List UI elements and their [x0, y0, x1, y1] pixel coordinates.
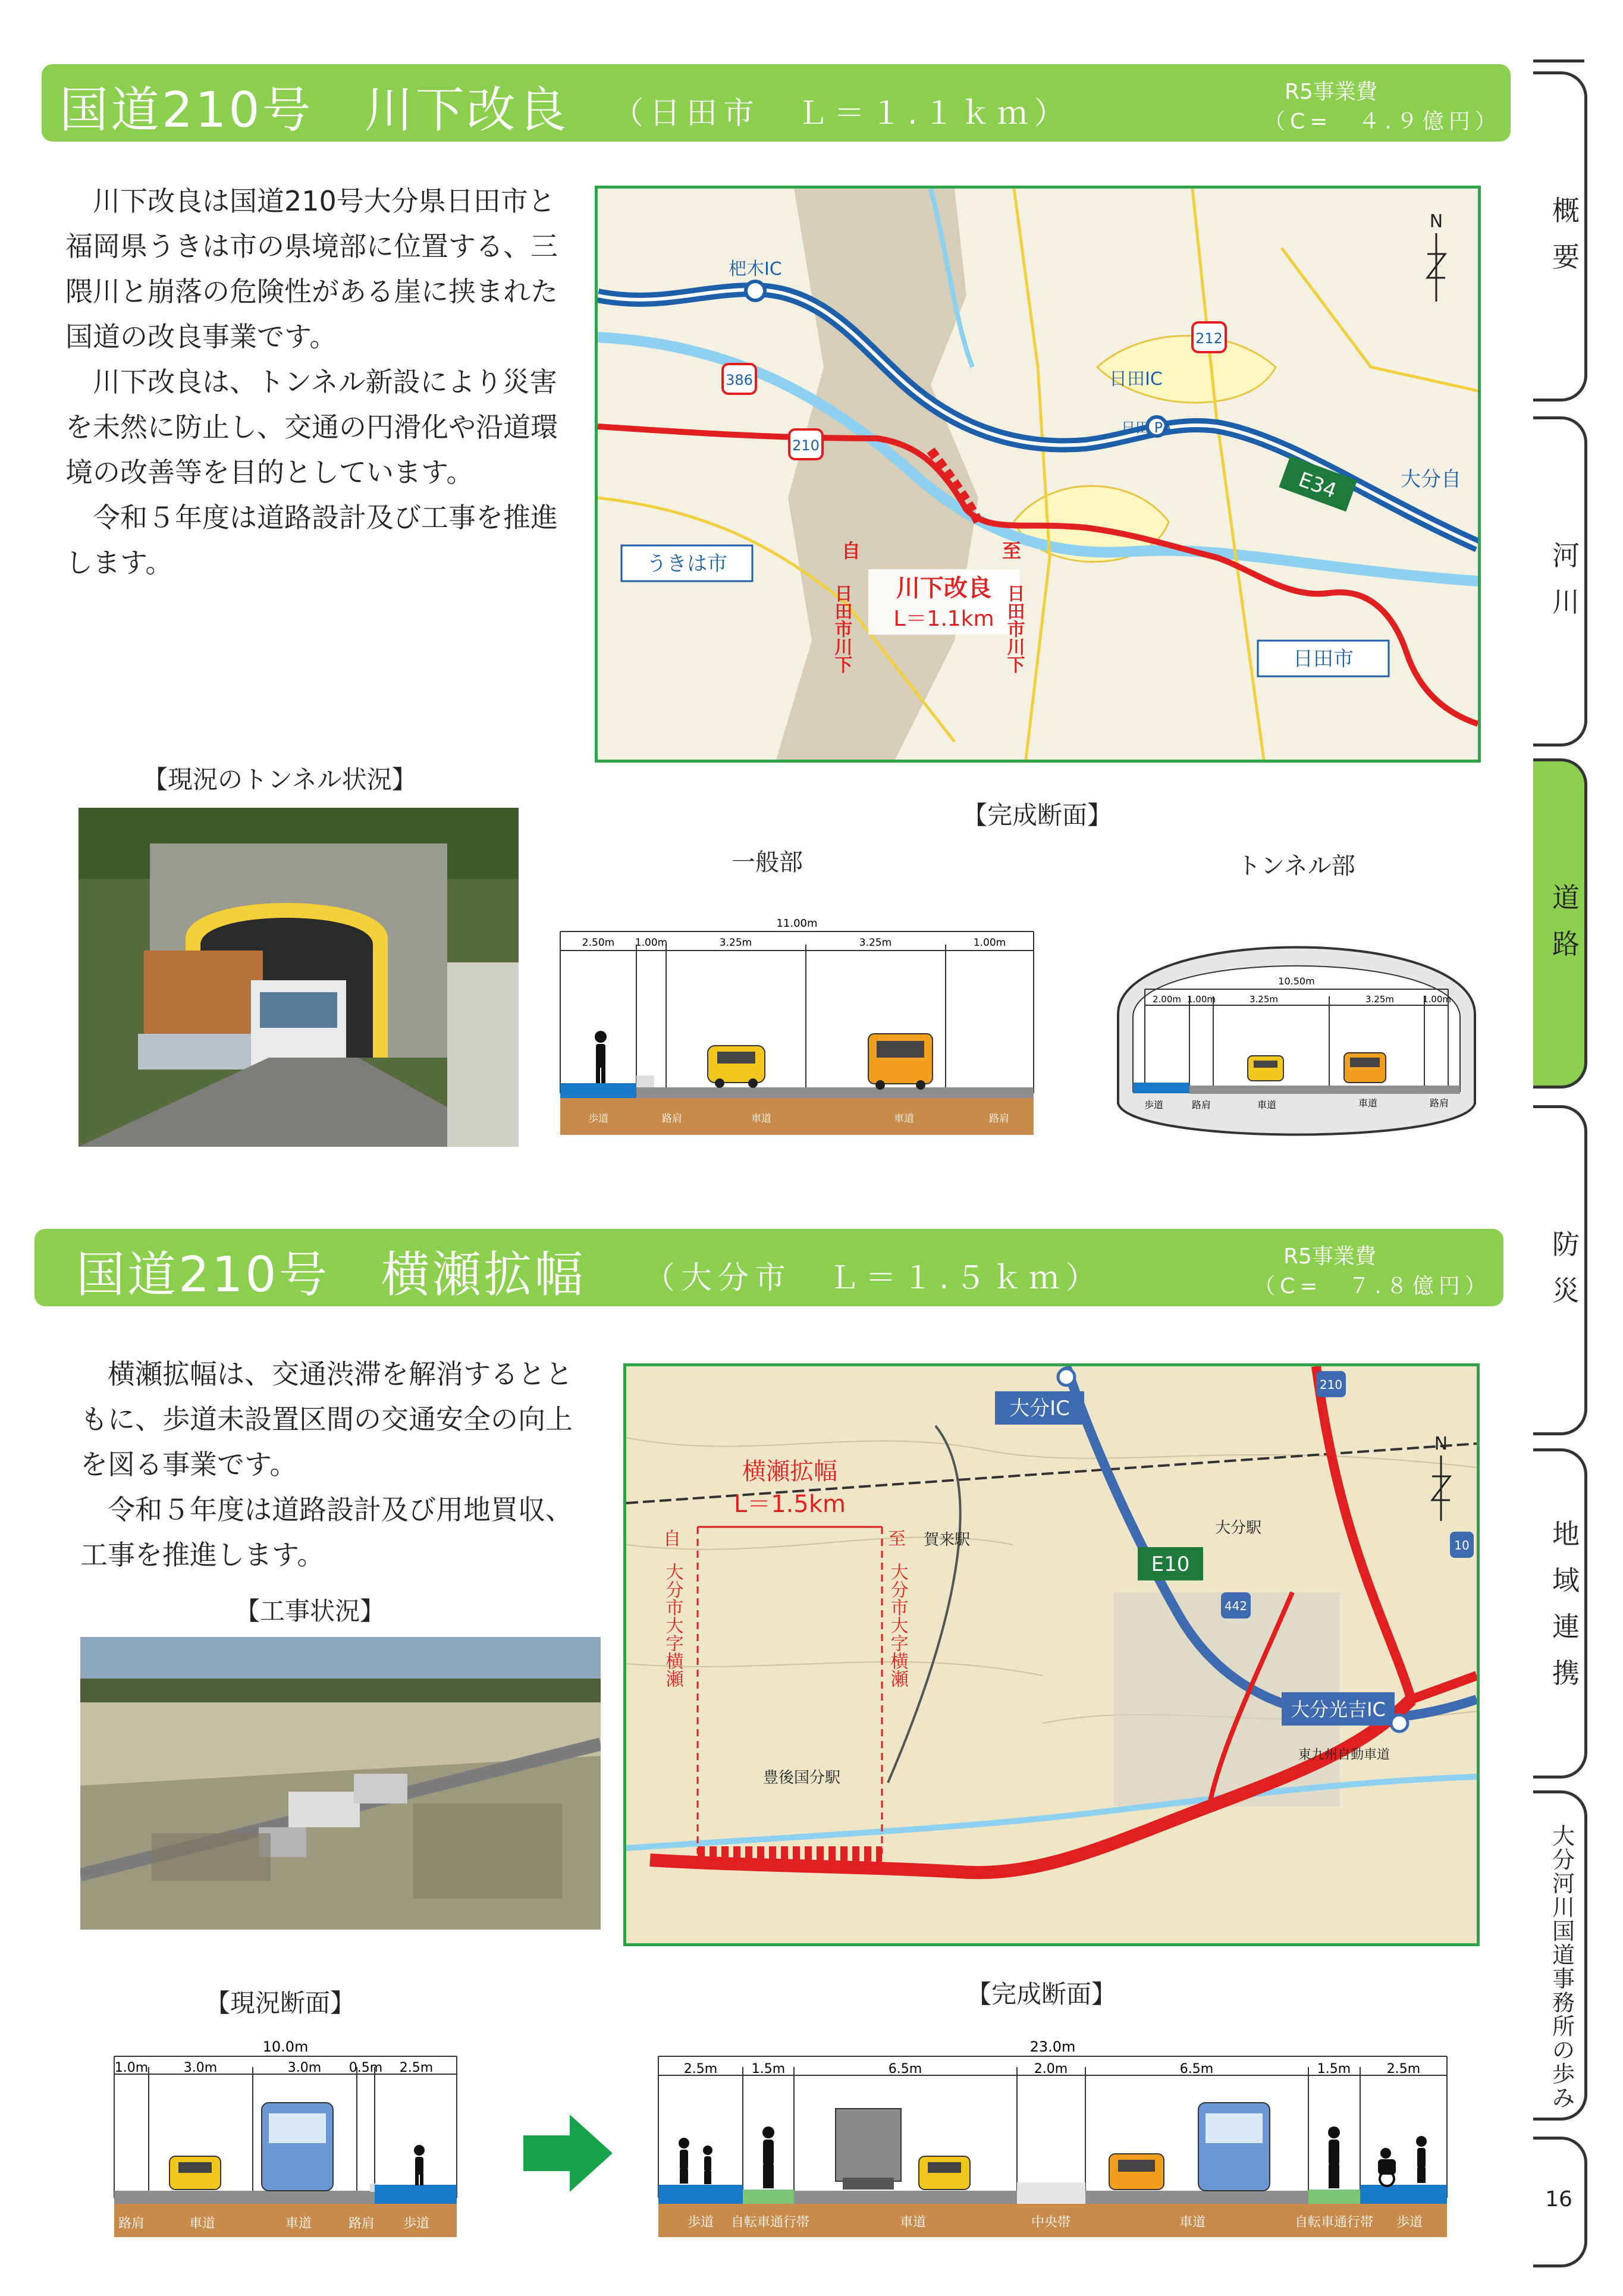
sidebar-tab-regional-cooperation-label: 地域連携: [1552, 1518, 1580, 1689]
map-to-place: 日田市川下: [1003, 584, 1025, 673]
general-total-width: 11.00m: [776, 917, 818, 930]
map2-to-place: 大分市大字横瀬: [887, 1563, 908, 1688]
sidebar-tab-disaster-prevention-label: 防災: [1552, 1228, 1580, 1307]
map-label-hita: 日田市: [1293, 647, 1354, 671]
car-icon: [1248, 1056, 1283, 1081]
map-label-hita-ic: 日田IC: [1109, 369, 1163, 390]
complete-label-1: 歩道: [687, 2215, 714, 2230]
tunnel-label-2: 路肩: [1191, 1099, 1211, 1111]
complete-width-2: 1.5m: [751, 2062, 786, 2077]
map-label-hakinoki-ic: 杷木IC: [729, 259, 782, 280]
section2-description: [80, 1351, 574, 1577]
map-label-hita-pa: 日田 PA: [1121, 419, 1172, 436]
map-to-mark: 至: [1002, 540, 1022, 562]
section1-title: 国道210号 川下改良: [59, 82, 569, 139]
map-label-e34: E34: [1295, 468, 1340, 503]
general-width-2: 1.00m: [635, 937, 668, 949]
current-section-caption: 【現況断面】: [205, 1988, 356, 2018]
complete-label-2: 自転車通行帯: [730, 2215, 810, 2230]
map2-route-442: 442: [1224, 1599, 1248, 1613]
current-label-3: 車道: [285, 2216, 312, 2231]
car-icon: [708, 1046, 765, 1088]
sidebar-tab-overview-label: 概要: [1552, 195, 1580, 273]
section2-cost-value: （C= ７.８億円）: [1254, 1274, 1491, 1298]
current-label-1: 路肩: [118, 2216, 145, 2231]
tunnel-width-1: 2.00m: [1152, 994, 1182, 1005]
general-label-1: 歩道: [588, 1113, 608, 1125]
complete-label-7: 歩道: [1396, 2215, 1423, 2230]
complete-cross-section: [657, 2037, 1448, 2239]
general-width-5: 1.00m: [973, 937, 1006, 949]
map2-station-kaku: 賀来駅: [924, 1531, 971, 1549]
tunnel-cross-section: [1106, 913, 1487, 1151]
wheelchair-pedestrian-icon: [1378, 2136, 1427, 2186]
car-icon: [169, 2156, 221, 2190]
tunnel-label-1: 歩道: [1144, 1099, 1164, 1111]
section2-location-map: [623, 1363, 1480, 1946]
pedestrian-icon: [595, 1031, 607, 1083]
general-label-3: 車道: [751, 1113, 771, 1125]
cyclist-icon: [1328, 2126, 1340, 2188]
complete-width-6: 1.5m: [1317, 2062, 1351, 2077]
complete-width-3: 6.5m: [888, 2062, 922, 2077]
sidebar-tab-regional-cooperation[interactable]: [1533, 1448, 1587, 1779]
complete-label-6: 自転車通行帯: [1294, 2215, 1374, 2230]
sidebar-tab-rivers-label: 河川: [1552, 540, 1580, 618]
complete-width-4: 2.0m: [1034, 2062, 1068, 2077]
transition-arrow-icon: [523, 2115, 613, 2192]
map2-station-oita: 大分駅: [1215, 1519, 1262, 1537]
map-from-mark: 自: [842, 540, 861, 562]
map2-expressway-name: 東九州自動車道: [1298, 1748, 1390, 1762]
complete-section-caption: 【完成断面】: [966, 1980, 1117, 2009]
tunnel-label-4: 車道: [1358, 1097, 1378, 1109]
map-route-210: 210: [792, 437, 820, 454]
sidebar-tab-overview[interactable]: [1533, 71, 1587, 402]
section2-banner: [34, 1229, 1503, 1306]
map-project-name: 川下改良: [896, 575, 991, 602]
tunnel-width-4: 3.25m: [1365, 994, 1395, 1005]
section2-subtitle: （大分市 Ｌ＝１.５ｋｍ）: [644, 1260, 1103, 1296]
map2-label-mitsuyoshi-ic: 大分光吉IC: [1291, 1698, 1386, 1721]
map-from-place: 日田市川下: [831, 584, 852, 673]
map2-route-10: 10: [1454, 1538, 1470, 1552]
map-label-oita-expressway: 大分自: [1401, 468, 1461, 491]
section2-title: 国道210号 横瀬拡幅: [76, 1247, 586, 1303]
tunnel-width-2: 1.00m: [1186, 994, 1216, 1005]
map-route-386: 386: [726, 372, 753, 388]
map-route-212: 212: [1195, 330, 1223, 347]
section1-banner: [42, 64, 1511, 142]
current-width-3: 3.0m: [287, 2060, 322, 2075]
tunnel-total-width: 10.50m: [1278, 976, 1315, 987]
sidebar-top-line: [1533, 59, 1584, 62]
section1-paragraph-1: 川下改良は国道210号大分県日田市と福岡県うきは市の県境部に位置する、三隈川と崩落の危険性がある崖に挟まれた国道の改良事業です。: [65, 185, 558, 353]
map2-label-e10: E10: [1151, 1552, 1190, 1576]
truck-icon: [1344, 1053, 1386, 1083]
pedestrians-icon: [679, 2138, 712, 2184]
section1-photo-caption: 【現況のトンネル状況】: [143, 765, 417, 794]
general-width-1: 2.50m: [582, 937, 615, 949]
truck-icon: [836, 2109, 901, 2190]
tunnel-width-5: 1.00m: [1422, 994, 1452, 1005]
page-number: 16: [1545, 2187, 1572, 2212]
section1-location-map: [595, 186, 1481, 763]
cyclist-icon: [762, 2126, 774, 2188]
map2-route-210: 210: [1319, 1378, 1343, 1392]
section1-cost-value: （C= ４.９億円）: [1264, 109, 1501, 134]
current-label-2: 車道: [189, 2216, 216, 2231]
map2-station-bungokokubu: 豊後国分駅: [763, 1769, 841, 1787]
map2-label-oita-ic: 大分IC: [1009, 1397, 1070, 1420]
general-width-4: 3.25m: [859, 937, 892, 949]
sidebar-tab-history[interactable]: [1533, 1790, 1587, 2121]
complete-total-width: 23.0m: [1029, 2038, 1076, 2055]
complete-label-4: 中央帯: [1031, 2215, 1071, 2230]
map2-project-length: L＝1.5km: [733, 1491, 846, 1518]
sidebar-tab-roads-label: 道路: [1552, 882, 1580, 960]
sidebar-tab-roads[interactable]: [1533, 758, 1587, 1089]
general-section-label: 一般部: [732, 849, 803, 876]
general-label-5: 路肩: [989, 1113, 1009, 1125]
section2-cost-label: R5事業費: [1283, 1244, 1376, 1269]
map2-project-name: 横瀬拡幅: [742, 1458, 837, 1485]
map-label-ukiha: うきは市: [646, 552, 727, 576]
complete-width-5: 6.5m: [1179, 2062, 1214, 2077]
section2-photo-caption: 【工事状況】: [235, 1596, 385, 1626]
page-number-tab: [1533, 2137, 1587, 2267]
section1-cost-label: R5事業費: [1285, 80, 1377, 104]
current-width-2: 3.0m: [183, 2060, 218, 2075]
tunnel-section-label: トンネル部: [1237, 852, 1355, 880]
current-width-5: 2.5m: [399, 2060, 434, 2075]
section1-description: [65, 178, 571, 585]
section1-paragraph-3: 令和５年度は道路設計及び工事を推進します。: [65, 501, 558, 579]
map2-to-mark: 至: [888, 1529, 906, 1550]
section1-map-graphic: [598, 189, 1478, 760]
tunnel-label-3: 車道: [1257, 1099, 1277, 1111]
section2-paragraph-1: 横瀬拡幅は、交通渋滞を解消するとともに、歩道未設置区間の交通安全の向上を図る事業です。: [80, 1358, 573, 1481]
complete-width-1: 2.5m: [683, 2062, 718, 2077]
construction-status-photo: [80, 1637, 601, 1930]
sidebar-tab-disaster-prevention[interactable]: [1533, 1105, 1587, 1435]
current-total-width: 10.0m: [262, 2038, 309, 2055]
general-label-4: 車道: [894, 1113, 914, 1125]
tunnel-label-5: 路肩: [1429, 1097, 1449, 1109]
general-cross-section: [559, 915, 1035, 1153]
map-north-label: N: [1429, 211, 1443, 232]
map2-from-place: 大分市大字横瀬: [662, 1563, 683, 1688]
section1-subtitle: （日田市 Ｌ＝１.１ｋｍ）: [613, 96, 1071, 131]
truck-icon: [868, 1034, 933, 1090]
tunnel-width-3: 3.25m: [1249, 994, 1279, 1005]
bus-icon: [1198, 2103, 1270, 2191]
bus-icon: [262, 2103, 333, 2191]
general-width-3: 3.25m: [719, 937, 752, 949]
complete-label-5: 車道: [1179, 2215, 1206, 2230]
general-label-2: 路肩: [662, 1113, 682, 1125]
section1-cross-section-caption: 【完成断面】: [962, 801, 1113, 830]
sidebar-tab-rivers[interactable]: [1533, 416, 1587, 746]
car-icon: [919, 2156, 970, 2190]
car-icon: [1109, 2154, 1164, 2190]
pedestrian-icon: [414, 2145, 425, 2185]
current-cross-section: [113, 2037, 458, 2239]
section1-paragraph-2: 川下改良は、トンネル新設により災害を未然に防止し、交通の円滑化や沿道環境の改善等を目的としています。: [65, 366, 558, 488]
sidebar-tab-history-label: 大分河川国道事務所の歩み: [1552, 1823, 1575, 2111]
map2-north-label: N: [1434, 1434, 1448, 1454]
tunnel-current-photo: [79, 808, 519, 1147]
section2-paragraph-2: 令和５年度は道路設計及び用地買収、工事を推進します。: [80, 1494, 573, 1571]
map2-from-mark: 自: [663, 1529, 681, 1550]
current-width-4: 0.5m: [349, 2060, 383, 2075]
map-project-length: L＝1.1km: [893, 607, 994, 631]
current-label-4: 路肩: [348, 2216, 375, 2231]
current-label-5: 歩道: [403, 2216, 430, 2231]
complete-width-7: 2.5m: [1386, 2062, 1421, 2077]
current-width-1: 1.0m: [114, 2060, 149, 2075]
complete-label-3: 車道: [899, 2215, 927, 2230]
